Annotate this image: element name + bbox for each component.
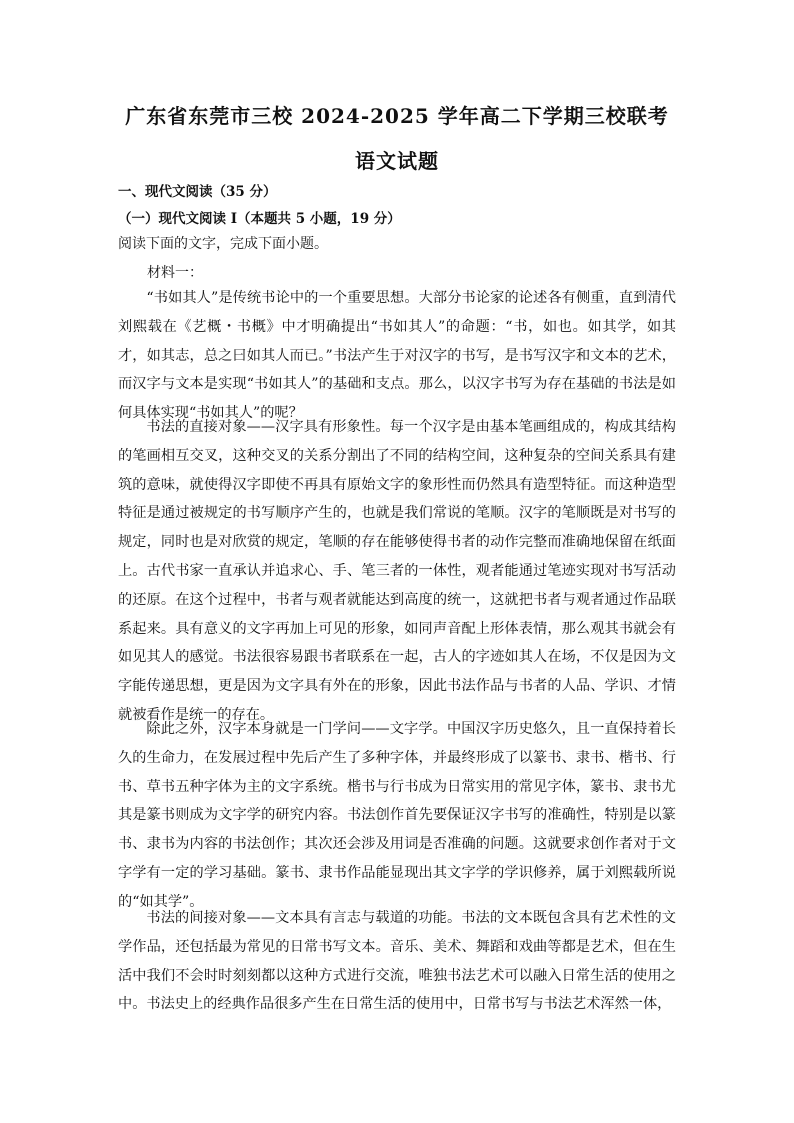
paragraph-1: “书如其人”是传统书论中的一个重要思想。大部分书论家的论述各有侧重，直到清代刘熙载在《艺概・书概》中才明确提出“书如其人”的命题：“书，如也。如其学，如其才，如其志，总之曰如其人而已。”书法产生于对汉字的书写，是书写汉字和文本的艺术，而汉字与文本是实现“书如其人”的基础和支点。那么，以汉字书写为存在基础的书法是如何具体实现“书如其人”的呢？ xyxy=(118,290,676,422)
document-subtitle: 语文试题 xyxy=(355,149,439,173)
subsection-heading: （一）现代文阅读 I（本题共 5 小题，19 分） xyxy=(118,211,401,227)
section-heading: 一、现代文阅读（35 分） xyxy=(118,184,277,200)
document-title: 广东省东莞市三校 2024-2025 学年高二下学期三校联考 xyxy=(125,104,669,128)
paragraph-4: 书法的间接对象——文本具有言志与载道的功能。书法的文本既包含具有艺术性的文学作品，还包括最为常见的日常书写文本。音乐、美术、舞蹈和戏曲等都是艺术，但在生活中我们不会时时刻刻都以这种方式进行交流，唯独书法艺术可以融入日常生活的使用之中。书法史上的经典作品很多产生在日常生活的使用中，日常书写与书法艺术浑然一体， xyxy=(118,910,676,1013)
paragraph-2: 书法的直接对象——汉字具有形象性。每一个汉字是由基本笔画组成的，构成其结构的笔画相互交叉，这种交叉的关系分割出了不同的结构空间，这种复杂的空间关系具有建筑的意味，就使得汉字即使不再具有原始文字的象形性而仍然具有造型特征。而这种造型特征是通过被规定的书写顺序产生的，也就是我们常说的笔顺。汉字的笔顺既是对书写的规定，同时也是对欣赏的规定，笔顺的存在能够使得书者的动作完整而准确地保留在纸面上。古代书家一直承认并追求心、手、笔三者的一体性，观者能通过笔迹实现对书写活动的还原。在这个过程中，书者与观者就能达到高度的统一，这就把书者与观者通过作品联系起来。具有意义的文字再加上可见的形象，如同声音配上形体表情，那么观其书就会有如见其人的感觉。书法很容易跟书者联系在一起，古人的字迹如其人在场，不仅是因为文字能传递思想，更是因为文字具有外在的形象，因此书法作品与书者的人品、学识、才情就被看作是统一的存在。 xyxy=(118,419,676,723)
paragraph-3: 除此之外，汉字本身就是一门学问——文字学。中国汉字历史悠久，且一直保持着长久的生命力，在发展过程中先后产生了多种字体，并最终形成了以篆书、隶书、楷书、行书、草书五种字体为主的文字系统。楷书与行书成为日常实用的常见字体，篆书、隶书尤其是篆书则成为文字学的研究内容。书法创作首先要保证汉字书写的准确性，特别是以篆书、隶书为内容的书法创作；其次还会涉及用词是否准确的问题。这就要求创作者对于文字学有一定的学习基础。篆书、隶书作品能显现出其文字学的学识修养，属于刘熙载所说的“如其学”。 xyxy=(118,721,676,910)
instruction-text: 阅读下面的文字，完成下面小题。 xyxy=(118,236,328,252)
material-label: 材料一： xyxy=(147,265,203,281)
